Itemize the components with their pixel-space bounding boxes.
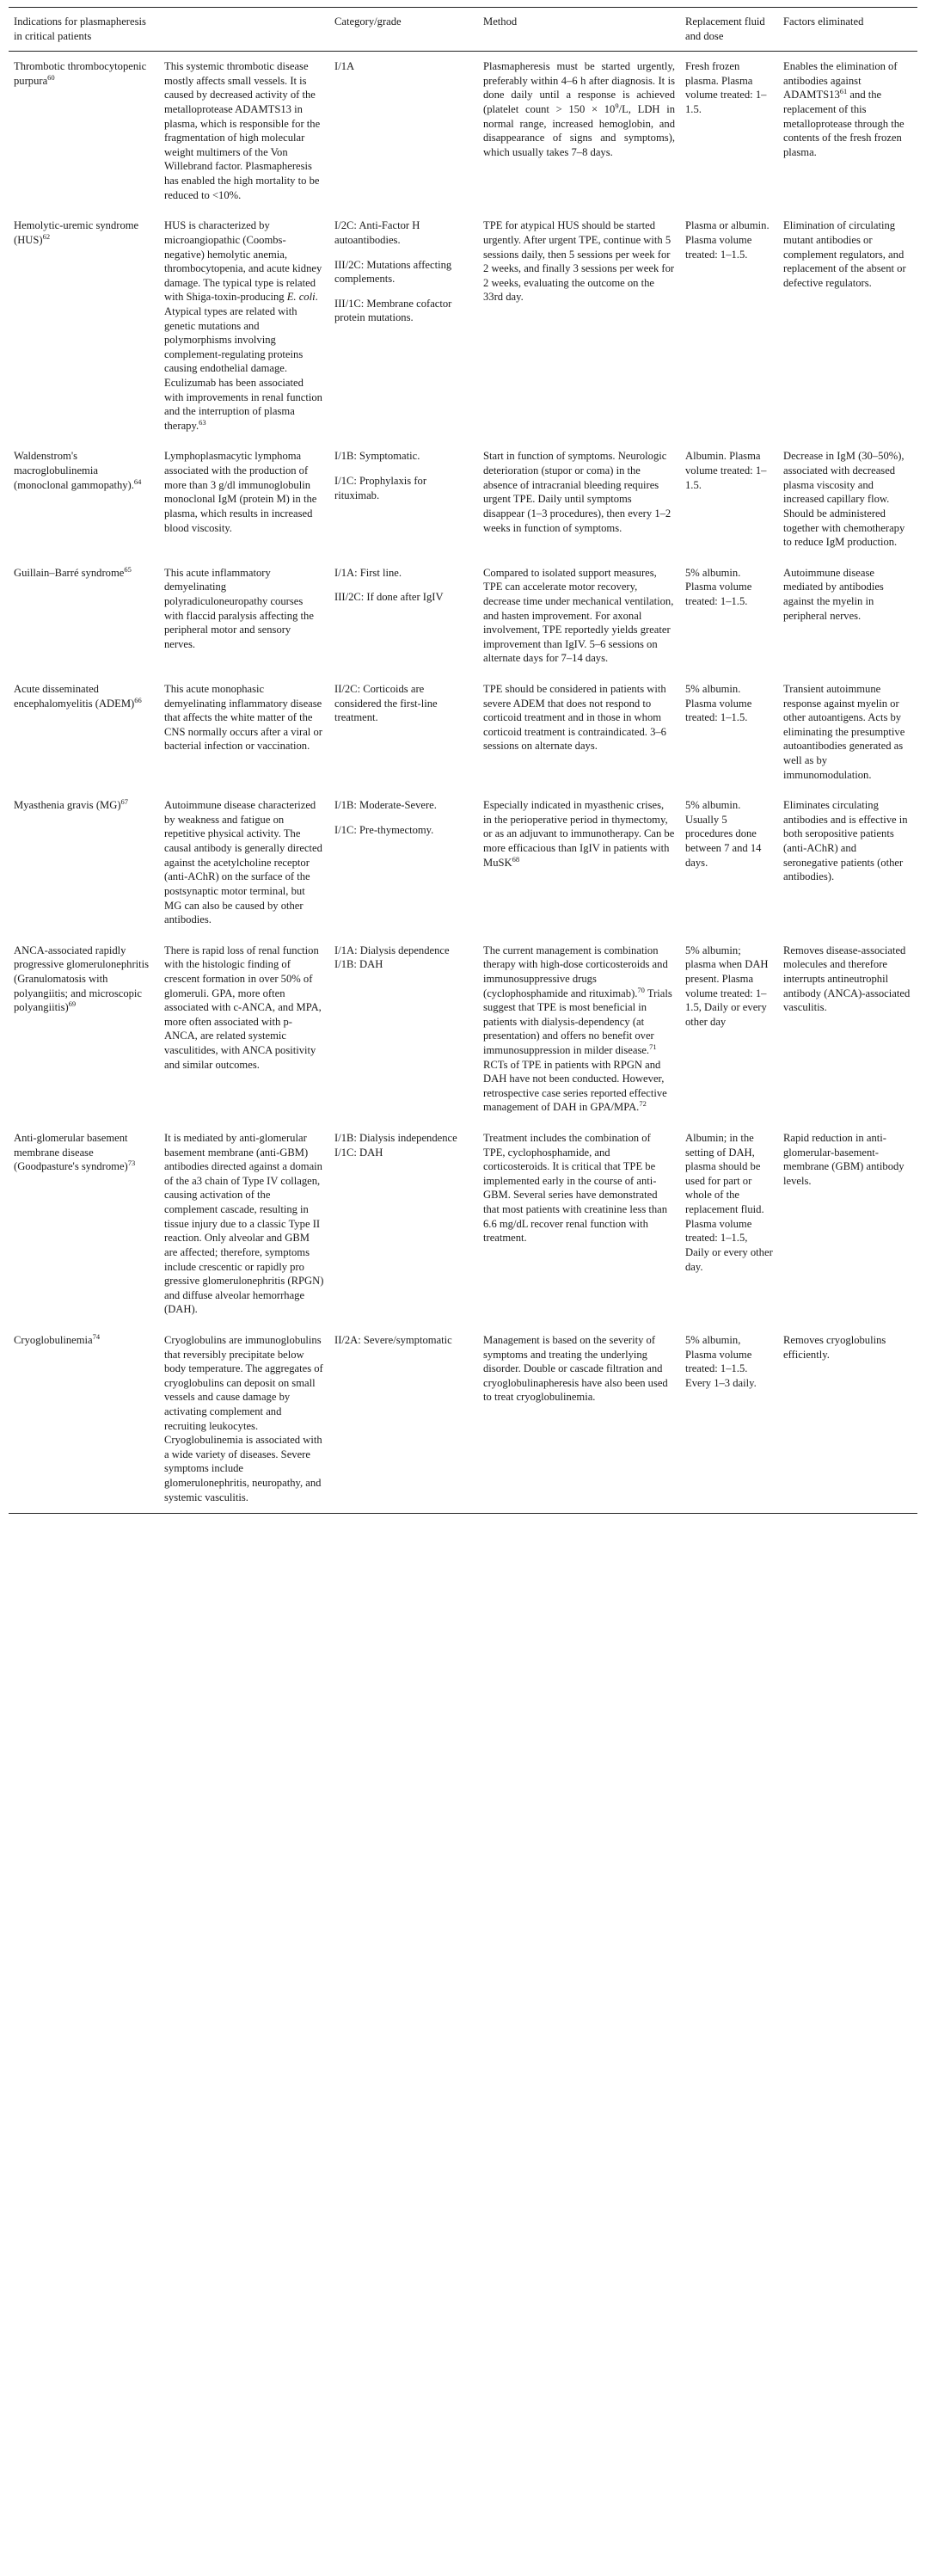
method-cell: Especially indicated in myasthenic crises, in the perioperative period in thymectomy, or as an adjuvant to immunotherapy. Can be more efficacious than IgIV in patients with MuSK$^{68}$ — [483, 799, 675, 869]
replacement-cell: Albumin; in the setting of DAH, plasma should be used for part or whole of the replacement fluid. Plasma volume treated: 1–1.5, Daily or every other day. — [685, 1132, 773, 1273]
replacement-cell: Fresh frozen plasma. Plasma volume treated: 1–1.5. — [685, 60, 767, 116]
method-cell: Compared to isolated support measures, TPE can accelerate motor recovery, decrease time under mechanical ventilation, and hasten improvement. For axonal involvement, TPE reportedly yields greater improvement than IgIV. 5–6 sessions on alternate days for 7–14 days. — [483, 566, 674, 665]
indication-cell: Waldenstrom's macroglobulinemia (monoclonal gammopathy).$^{64}$ — [14, 450, 142, 491]
factors-cell: Removes cryoglobulins efficiently. — [778, 1325, 917, 1514]
description-cell: This acute inflammatory demyelinating polyradiculoneuropathy courses with flaccid paralysis affecting the peripheral motor and sensory nerves. — [164, 566, 314, 650]
description-cell: HUS is characterized by microangiopathic (Coombs-negative) hemolytic anemia, thrombocytopenia, and acute kidney damage. The typical type is related with Shiga-toxin-producing E. coli. Atypical types are related with genetic mutations and polymorphisms involving complement-regulating proteins causing endothelial damage. Eculizumab has been associated with improvements in renal function and the interruption of plasma therapy.$^{63}$ — [164, 219, 322, 432]
table-row — [9, 441, 917, 557]
category-cell: I/1A — [334, 60, 355, 73]
description-cell: It is mediated by anti-glomerular basement membrane (anti-GBM) antibodies directed against a domain of the a3 chain of Type IV collagen, causing activation of the complement cascade, resulting in tissue injury due to a classic Type II reaction. Only alveolar and GBM are affected; therefore, symptoms include crescentic or rapidly pro gressive glomerulonephritis (RPGN) and diffuse alveolar hemorrhage (DAH). — [164, 1132, 324, 1316]
factors-cell: Elimination of circulating mutant antibodies or complement regulators, and replacement of the absent or defective regulators. — [783, 219, 906, 289]
category-cell: I/2C: Anti-Factor H autoantibodies. III/2C: Mutations affecting complements. III/1C: Membrane cofactor protein mutations. — [334, 219, 452, 324]
factors-cell: Removes disease-associated molecules and therefore interrupts antineutrophil antibody (ANCA)-associated vasculitis. — [783, 944, 911, 1014]
header-replacement: Replacement fluid and dose — [680, 8, 778, 52]
indication-cell: Anti-glomerular basement membrane disease (Goodpasture's syndrome)$^{73}$ — [14, 1132, 136, 1173]
table-row — [9, 790, 917, 935]
category-cell: I/1A: First line. III/2C: If done after IgIV — [334, 566, 444, 604]
description-cell: Cryoglobulins are immunoglobulins that reversibly precipitate below body temperature. The aggregates of cryoglobulins can deposit on small vessels and cause damage by activating complement and recruiting leukocytes. Cryoglobulinemia is associated with a wide variety of diseases. Severe symptoms include glomerulonephritis, neuropathy, and systemic vasculitis. — [159, 1325, 329, 1514]
replacement-cell: 5% albumin, Plasma volume treated: 1–1.5. Every 1–3 daily. — [680, 1325, 778, 1514]
table-row — [9, 1123, 917, 1325]
factors-cell: Rapid reduction in anti-glomerular-basement-membrane (GBM) antibody levels. — [783, 1132, 905, 1187]
table-header — [9, 8, 917, 52]
category-cell: I/1A: Dialysis dependence I/1B: DAH — [334, 944, 450, 971]
category-cell: II/2A: Severe/symptomatic — [329, 1325, 478, 1514]
category-cell: I/1B: Symptomatic. I/1C: Prophylaxis for rituximab. — [334, 450, 427, 501]
replacement-cell: Albumin. Plasma volume treated: 1–1.5. — [685, 450, 767, 491]
category-cell: I/1B: Dialysis independence I/1C: DAH — [334, 1132, 457, 1159]
header-factors: Factors eliminated — [778, 8, 917, 52]
description-cell: This acute monophasic demyelinating inflammatory disease that affects the white matter of the CNS normally occurs after a viral or bacterial infection or vaccination. — [164, 682, 322, 753]
indication-cell: Cryoglobulinemia$^{74}$ — [9, 1325, 159, 1514]
method-cell: Treatment includes the combination of TPE, cyclophosphamide, and corticosteroids. It is critical that TPE be implemented early in the course of anti-GBM. Several series have demonstrated that most patients with creatinine less than 6.6 mg/dL recover renal function with treatment. — [483, 1132, 668, 1245]
method-cell: Plasmapheresis must be started urgently, preferably within 4–6 h after diagnosis. It is done daily until a response is achieved (platelet count > $150 \times 10^9/L$, LDH in normal range, increased hemoglobin, and disappearance of signs and symptoms), which usually takes 7–8 days. — [483, 60, 675, 158]
method-cell: TPE should be considered in patients with severe ADEM that does not respond to corticoid treatment and in those in whom corticoid treatment is contraindicated. 3–6 sessions on alternate days. — [483, 682, 666, 753]
category-cell: I/1B: Moderate-Severe. I/1C: Pre-thymectomy. — [334, 799, 437, 836]
table-row — [9, 1325, 917, 1514]
factors-cell: Autoimmune disease mediated by antibodies against the myelin in peripheral nerves. — [783, 566, 884, 622]
method-cell: Management is based on the severity of symptoms and treating the underlying disorder. Double or cascade filtration and cryoglobulinapheresis have also been used to treat cryoglobulinemia. — [478, 1325, 680, 1514]
factors-cell: Enables the elimination of antibodies against $ADAMTS13^{61}$ and the replacement of this metalloprotease through the contents of the fresh frozen plasma. — [783, 60, 905, 158]
factors-cell: Decrease in IgM (30–50%), associated with decreased plasma viscosity and increased capillary flow. Should be administered together with chemotherapy to reduce IgM production. — [783, 450, 905, 549]
indications-table — [9, 7, 917, 1514]
description-cell: There is rapid loss of renal function with the histologic finding of crescent formation in over 50% of glomeruli. GPA, more often associated with c-ANCA, and MPA, more often associated with p-ANCA, are related systemic vasculitides, with ANCA positivity and similar outcomes. — [164, 944, 322, 1071]
factors-cell: Transient autoimmune response against myelin or other autoantigens. Acts by eliminating the presumptive autoantibodies generated as well as by immunomodulation. — [783, 682, 905, 781]
header-indications: Indications for plasmapheresis in critical patients — [9, 8, 159, 52]
indication-cell: Thrombotic thrombocytopenic purpura$^{60}$ — [14, 60, 147, 87]
method-cell: Start in function of symptoms. Neurologic deterioration (stupor or coma) in the absence of intracranial bleeding requires urgent TPE. Daily until symptoms disappear (1–3 procedures), then every 1–2 weeks in function of symptoms. — [483, 450, 672, 534]
table-row — [9, 674, 917, 790]
table-row — [9, 52, 917, 212]
table-row — [9, 211, 917, 441]
factors-cell: Eliminates circulating antibodies and is effective in both seropositive patients (anti-AChR) and seronegative patients (other antibodies). — [783, 799, 908, 883]
replacement-cell: 5% albumin. Plasma volume treated: 1–1.5. — [685, 682, 752, 724]
table-row — [9, 936, 917, 1123]
replacement-cell: 5% albumin; plasma when DAH present. Plasma volume treated: 1–1.5, Daily or every other day — [685, 944, 769, 1028]
replacement-cell: 5% albumin. Plasma volume treated: 1–1.5. — [685, 566, 752, 607]
method-cell: The current management is combination therapy with high-dose corticosteroids and immunosuppressive drugs (cyclophosphamide and rituximab).$^{70}$ Trials suggest that TPE is most beneficial in patients with dialysis-dependency (at presentation) and offers no benefit over immunosuppression in milder disease.$^{71}$ RCTs of TPE in patients with RPGN and DAH have not been conducted. However, retrospective case series reported effective management of DAH in GPA/MPA.$^{72}$ — [483, 944, 672, 1114]
indication-cell: Hemolytic-uremic syndrome (HUS)$^{62}$ — [14, 219, 139, 246]
replacement-cell: Plasma or albumin. Plasma volume treated: 1–1.5. — [685, 219, 770, 261]
replacement-cell: 5% albumin. Usually 5 procedures done between 7 and 14 days. — [685, 799, 762, 869]
indication-cell: Acute disseminated encephalomyelitis (ADEM)$^{66}$ — [14, 682, 142, 710]
header-method: Method — [478, 8, 680, 52]
description-cell: Autoimmune disease characterized by weakness and fatigue on repetitive physical activity. The causal antibody is generally directed against the acetylcholine receptor (anti-AChR) on the surface of the postsynaptic motor terminal, but MG can also be caused by other antibodies. — [164, 799, 322, 926]
indication-cell: Myasthenia gravis (MG)$^{67}$ — [14, 797, 129, 812]
method-cell: TPE for atypical HUS should be started urgently. After urgent TPE, continue with 5 sessions daily, then 5 sessions per week for 2 weeks, and finally 3 sessions per week for 2 weeks, evaluating the outcome on the 33rd day. — [483, 219, 675, 304]
header-category: Category/grade — [329, 8, 478, 52]
description-cell: This systemic thrombotic disease mostly affects small vessels. It is caused by decreased activity of the metalloprotease ADAMTS13 in plasma, which is responsible for the fragmentation of high molecular weight multimers of the Von Willebrand factor. Plasmapheresis has enabled the high mortality to be reduced to <10%. — [164, 60, 321, 201]
indication-cell: Guillain–Barré syndrome$^{65}$ — [14, 564, 132, 579]
table-row — [9, 558, 917, 674]
indication-cell: ANCA-associated rapidly progressive glomerulonephritis (Granulomatosis with polyangiitis; and microscopic polyangiitis)$^{69}$ — [14, 944, 150, 1014]
category-cell: II/2C: Corticoids are considered the first-line treatment. — [334, 682, 438, 724]
description-cell: Lymphoplasmacytic lymphoma associated with the production of more than 3 g/dl immunoglobulin monoclonal IgM (protein M) in the plasma, which results in increased blood viscosity. — [164, 450, 317, 534]
header-description — [159, 8, 329, 52]
